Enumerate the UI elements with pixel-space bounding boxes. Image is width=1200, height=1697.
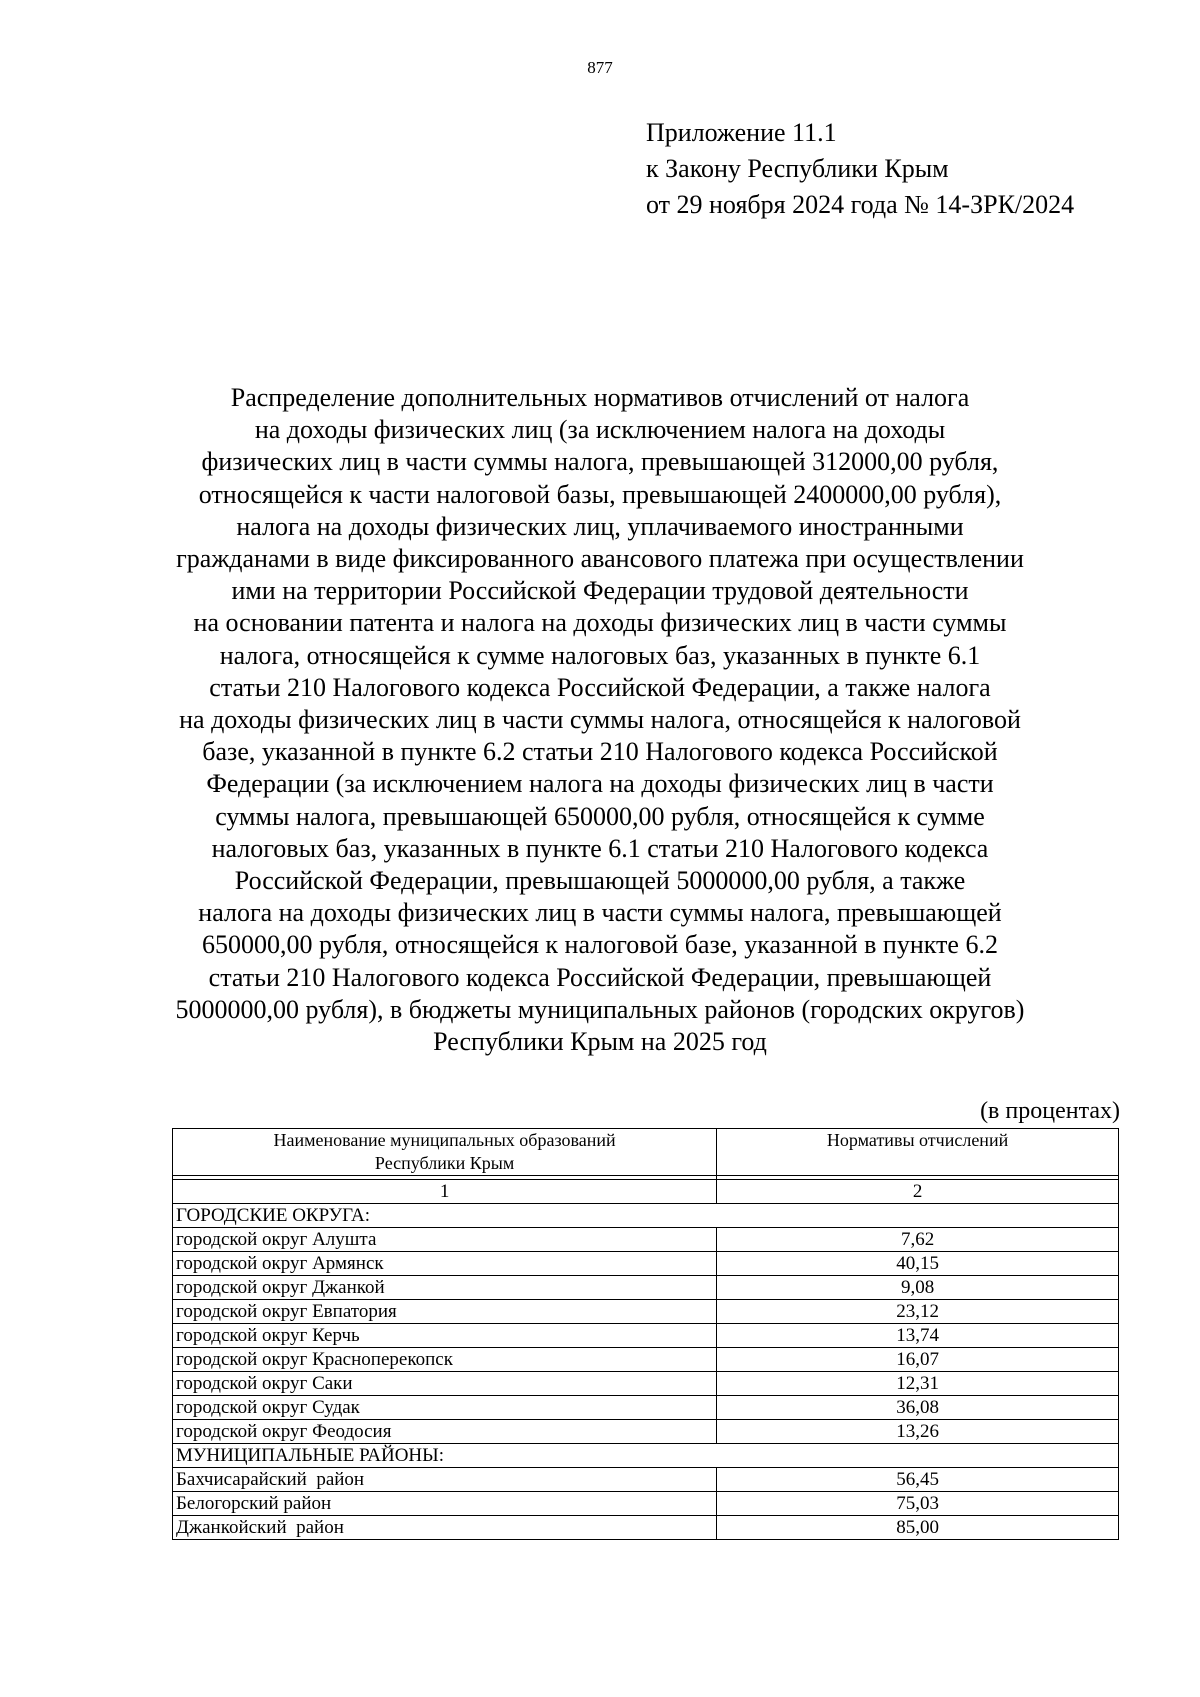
table-row (173, 1468, 1119, 1492)
title-line: суммы налога, превышающей 650000,00 рубля, относящейся к сумме (215, 801, 985, 831)
norm-value: 9,08 (717, 1276, 1119, 1300)
title-line: ими на территории Российской Федерации трудовой деятельности (231, 576, 969, 606)
municipality-name: городской округ Евпатория (173, 1300, 717, 1324)
norm-value: 85,00 (717, 1516, 1119, 1540)
municipality-name: городской округ Алушта (173, 1228, 717, 1252)
title-line: Распределение дополнительных нормативов отчислений от налога (230, 383, 970, 412)
header-municipality (173, 1129, 717, 1176)
header-text: Наименование муниципальных образований (273, 1130, 616, 1150)
municipality-name: городской округ Керчь (173, 1324, 717, 1348)
title-line: Российской Федерации, превышающей 5000000,00 рубля, а также (234, 866, 966, 896)
table-row (173, 1228, 1119, 1252)
norm-value: 75,03 (717, 1492, 1119, 1516)
title-line: налога, относящейся к сумме налоговых баз, указанных в пункте 6.1 (219, 640, 981, 670)
appendix-line: Приложение 11.1 (646, 118, 837, 147)
norm-value: 13,74 (717, 1324, 1119, 1348)
table-row (173, 1420, 1119, 1444)
municipality-name: городской округ Саки (173, 1372, 717, 1396)
header-text: Республики Крым (374, 1153, 515, 1173)
norm-value: 40,15 (717, 1252, 1119, 1276)
norm-value: 13,26 (717, 1420, 1119, 1444)
title-line: на доходы физических лиц в части суммы налога, относящейся к налоговой (179, 705, 1021, 735)
title-line: статьи 210 Налогового кодекса Российской Федерации, а также налога (209, 672, 991, 702)
municipality-name: городской округ Феодосия (173, 1420, 717, 1444)
title-line: на доходы физических лиц (за исключением налога на доходы (254, 415, 946, 445)
document-title (150, 382, 1050, 1058)
municipality-name: Джанкойский район (173, 1516, 717, 1540)
norm-value: 36,08 (717, 1396, 1119, 1420)
table-row (173, 1516, 1119, 1540)
norms-table (172, 1128, 1119, 1540)
table-row (173, 1300, 1119, 1324)
section-row (173, 1444, 1119, 1468)
section-title: ГОРОДСКИЕ ОКРУГА: (173, 1204, 1119, 1228)
norm-value: 7,62 (717, 1228, 1119, 1252)
municipality-name: Бахчисарайский район (173, 1468, 717, 1492)
norm-value: 12,31 (717, 1372, 1119, 1396)
title-line: гражданами в виде фиксированного авансового платежа при осуществлении (176, 544, 1024, 574)
norm-value: 23,12 (717, 1300, 1119, 1324)
table-row (173, 1324, 1119, 1348)
title-line: на основании патента и налога на доходы физических лиц в части суммы (193, 608, 1007, 638)
table-row (173, 1372, 1119, 1396)
table-row (173, 1348, 1119, 1372)
column-number-row (173, 1180, 1119, 1204)
title-line: 650000,00 рубля, относящейся к налоговой базе, указанной в пункте 6.2 (202, 930, 998, 960)
column-number: 1 (173, 1180, 717, 1204)
table-header-row (173, 1129, 1119, 1176)
table-row (173, 1252, 1119, 1276)
title-line: Республики Крым на 2025 год (433, 1027, 767, 1057)
units-note: (в процентах) (980, 1098, 1120, 1124)
title-line: относящейся к части налоговой базы, превышающей 2400000,00 рубля), (198, 479, 1002, 509)
municipality-name: городской округ Джанкой (173, 1276, 717, 1300)
column-number: 2 (717, 1180, 1119, 1204)
appendix-line: к Закону Республики Крым (646, 154, 949, 183)
page-number: 877 (587, 58, 613, 77)
title-line: налога на доходы физических лиц в части суммы налога, превышающей (198, 898, 1002, 928)
title-line: базе, указанной в пункте 6.2 статьи 210 Налогового кодекса Российской (202, 737, 998, 767)
title-line: физических лиц в части суммы налога, превышающей 312000,00 рубля, (201, 447, 999, 477)
title-line: налога на доходы физических лиц, уплачиваемого иностранными (236, 511, 964, 541)
title-line: Федерации (за исключением налога на доходы физических лиц в части (206, 769, 994, 799)
municipality-name: городской округ Красноперекопск (173, 1348, 717, 1372)
norm-value: 56,45 (717, 1468, 1119, 1492)
municipality-name: Белогорский район (173, 1492, 717, 1516)
municipality-name: городской округ Армянск (173, 1252, 717, 1276)
section-row (173, 1204, 1119, 1228)
title-line: налоговых баз, указанных в пункте 6.1 статьи 210 Налогового кодекса (211, 833, 989, 863)
table-row (173, 1276, 1119, 1300)
title-line: 5000000,00 рубля), в бюджеты муниципальных районов (городских округов) (175, 994, 1025, 1024)
table-row (173, 1492, 1119, 1516)
appendix-line: от 29 ноября 2024 года № 14-ЗРК/2024 (646, 190, 1075, 219)
table-row (173, 1396, 1119, 1420)
section-title: МУНИЦИПАЛЬНЫЕ РАЙОНЫ: (173, 1444, 1119, 1468)
norm-value: 16,07 (717, 1348, 1119, 1372)
title-line: статьи 210 Налогового кодекса Российской Федерации, превышающей (208, 962, 992, 992)
municipality-name: городской округ Судак (173, 1396, 717, 1420)
header-norms: Нормативы отчислений (717, 1129, 1119, 1176)
appendix-reference (646, 115, 1074, 223)
